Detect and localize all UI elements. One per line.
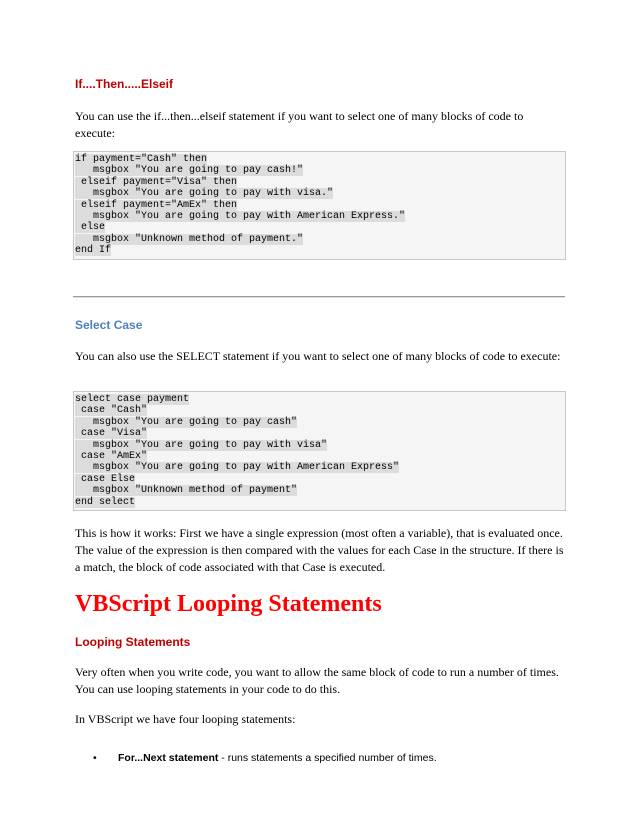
code-line-text: msgbox "Unknown method of payment" [75, 485, 298, 497]
code-line-text: end If [75, 245, 112, 257]
looping-count-paragraph: In VBScript we have four looping statements: [75, 712, 296, 726]
code-line [75, 165, 564, 176]
code-line-text: else [75, 222, 106, 234]
code-line [75, 417, 564, 428]
code-line-text: case Else [75, 473, 136, 485]
select-case-explanation: This is how it works: First we have a single expression (most often a variable), that is evaluated once. The value of the expression is then compared with the values for each Case in the structure. If there is a match, the block of code associated with that Case is executed. [75, 526, 564, 574]
code-line-text: msgbox "You are going to pay with visa." [75, 188, 334, 200]
code-line [75, 222, 564, 233]
if-then-elseif-code-block [73, 151, 566, 260]
code-line [75, 200, 564, 211]
list-item-text [118, 752, 437, 764]
code-line [75, 177, 564, 188]
section-divider [73, 296, 565, 297]
select-case-intro: You can also use the SELECT statement if you want to select one of many blocks of code to execute: [75, 349, 561, 363]
code-line-text: msgbox "Unknown method of payment." [75, 233, 304, 245]
code-line [75, 211, 564, 222]
code-line [75, 485, 564, 496]
code-line-text: case "AmEx" [75, 450, 148, 462]
code-line [75, 462, 564, 473]
looping-statements-heading: Looping Statements [75, 635, 191, 649]
code-line-text: select case payment [75, 394, 190, 405]
code-line [75, 405, 564, 416]
select-case-code-block [73, 391, 566, 511]
code-line-text: elseif payment="Visa" then [75, 176, 238, 188]
code-line-text: case "Cash" [75, 405, 148, 417]
code-line-text: msgbox "You are going to pay cash" [75, 416, 298, 428]
code-line [75, 428, 564, 439]
code-line-text: msgbox "You are going to pay cash!" [75, 165, 304, 177]
code-line [75, 245, 564, 256]
code-line-text: msgbox "You are going to pay with American Express" [75, 462, 400, 474]
code-line-text: msgbox "You are going to pay with visa" [75, 439, 328, 451]
list-item-term: For...Next statement [118, 752, 219, 764]
looping-statements-title: VBScript Looping Statements [75, 591, 382, 617]
code-line-text: msgbox "You are going to pay with American Express." [75, 210, 406, 222]
select-case-heading: Select Case [75, 318, 143, 332]
code-line [75, 474, 564, 485]
if-then-elseif-intro: You can use the if...then...elseif statement if you want to select one of many blocks of code to execute: [75, 109, 524, 140]
code-line [75, 497, 564, 508]
looping-intro-paragraph: Very often when you write code, you want to allow the same block of code to run a number of times. You can use looping statements in your code to do this. [75, 665, 559, 696]
code-line [75, 440, 564, 451]
code-line [75, 394, 564, 405]
code-line-text: elseif payment="AmEx" then [75, 199, 238, 211]
code-line [75, 154, 564, 165]
code-line-text: end select [75, 496, 136, 508]
code-line [75, 234, 564, 245]
code-line-text: case "Visa" [75, 428, 148, 440]
code-line [75, 188, 564, 199]
code-line-text: if payment="Cash" then [75, 154, 208, 165]
if-then-elseif-heading: If....Then.....Elseif [75, 77, 174, 91]
list-item-description: - runs statements a specified number of times. [218, 752, 437, 764]
bullet-icon: • [93, 752, 97, 764]
code-line [75, 451, 564, 462]
